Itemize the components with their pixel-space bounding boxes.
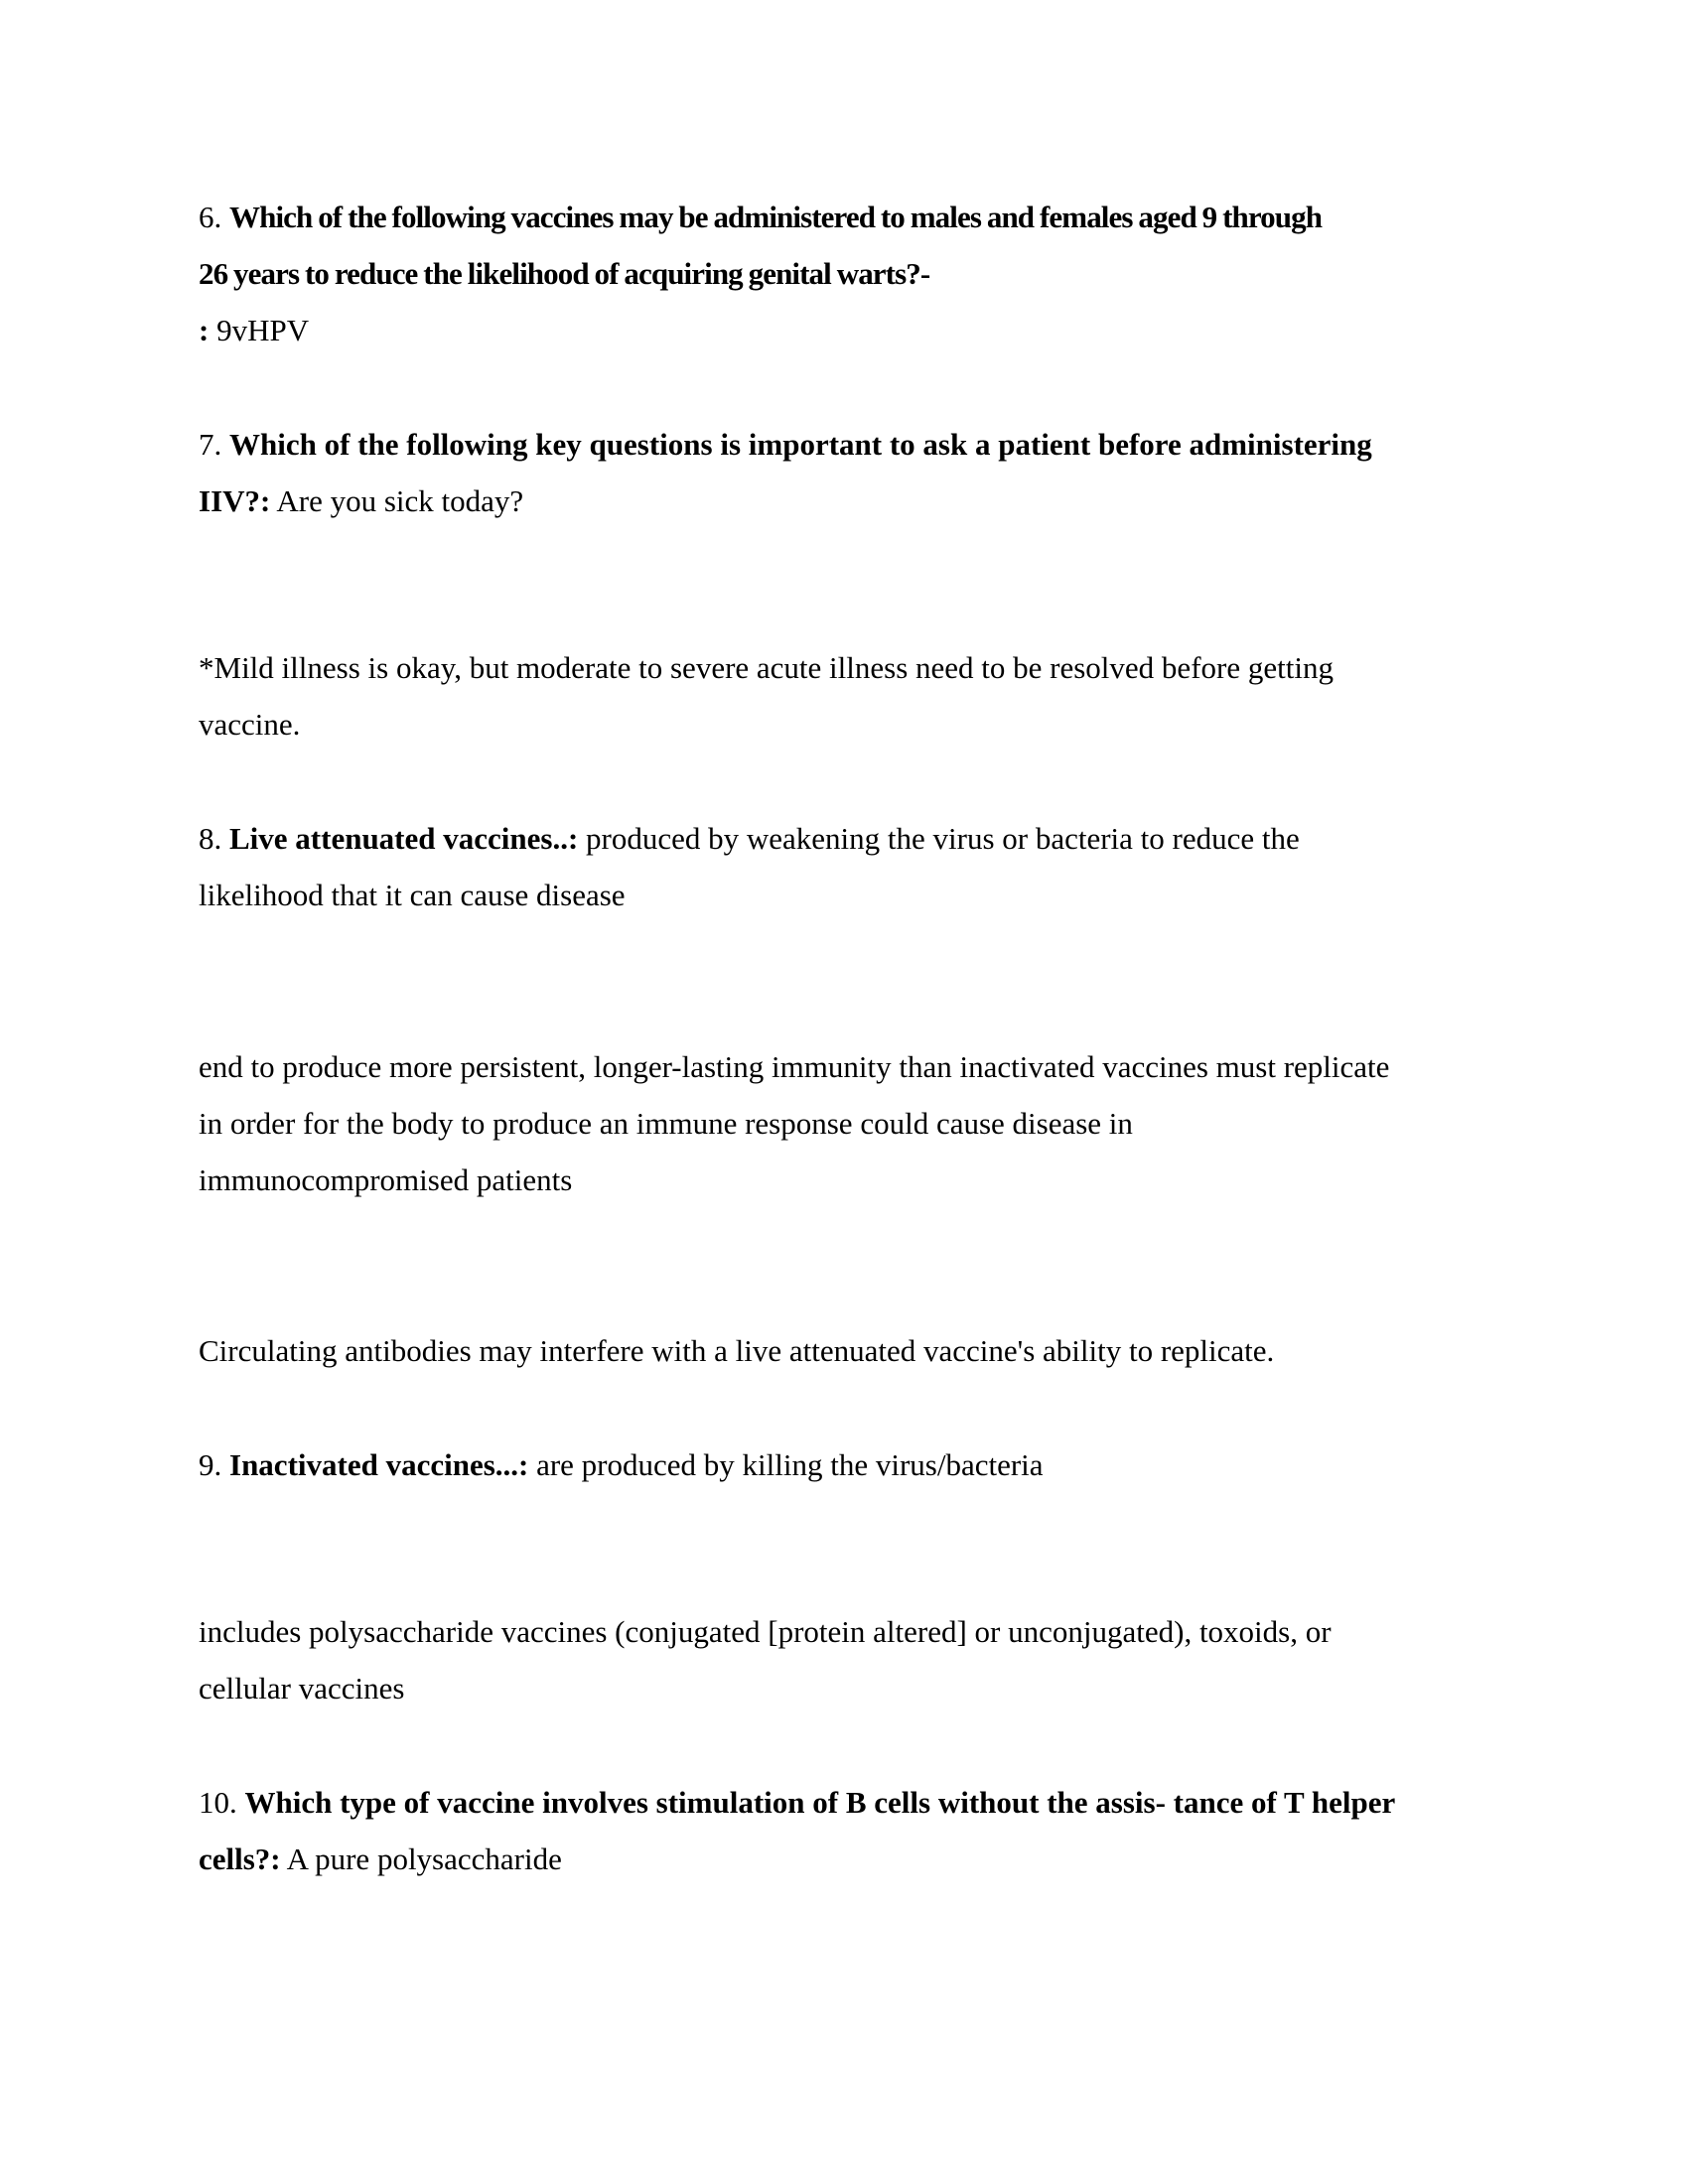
- item-8-line-2: likelihood that it can cause disease: [199, 878, 626, 912]
- item-7-line-1: [199, 425, 1372, 465]
- question-text: IIV?:: [199, 483, 271, 518]
- answer-text: 9vHPV: [209, 313, 310, 347]
- term-text: Inactivated vaccines...:: [229, 1447, 529, 1482]
- item-6-answer: [199, 311, 309, 350]
- item-7-line-2: [199, 481, 523, 521]
- answer-text: A pure polysaccharide: [280, 1842, 562, 1876]
- item-7-note-1: *Mild illness is okay, but moderate to severe acute illness need to be resolved before getting: [199, 650, 1334, 685]
- item-number: 9.: [199, 1447, 222, 1482]
- item-8-note-4: Circulating antibodies may interfere with a live attenuated vaccine's ability to replicate.: [199, 1333, 1275, 1368]
- item-number: 8.: [199, 821, 222, 856]
- question-text: Which type of vaccine involves stimulation of B cells without the assis- tance of T helper: [244, 1785, 1396, 1820]
- item-6-line-2: 26 years to reduce the likelihood of acquiring genital warts?-: [199, 256, 930, 291]
- item-8-note-2: in order for the body to produce an immune response could cause disease in: [199, 1106, 1133, 1141]
- term-text: Live attenuated vaccines..:: [229, 821, 579, 856]
- item-6-line-1: [199, 198, 1322, 237]
- item-number: 6.: [199, 200, 222, 234]
- answer-prefix: :: [199, 313, 210, 347]
- question-text: cells?:: [199, 1842, 281, 1876]
- item-9-line-1: [199, 1445, 1044, 1485]
- question-text: Which of the following key questions is important to ask a patient before administering: [229, 427, 1372, 462]
- item-10-line-1: [199, 1783, 1395, 1823]
- item-8-note-3: immunocompromised patients: [199, 1162, 573, 1197]
- item-number: 10.: [199, 1785, 237, 1820]
- item-7-note-2: vaccine.: [199, 707, 301, 742]
- answer-text: Are you sick today?: [270, 483, 524, 518]
- question-text: Which of the following vaccines may be administered to males and females aged 9 through: [229, 200, 1323, 234]
- item-10-line-2: [199, 1840, 562, 1879]
- item-number: 7.: [199, 427, 222, 462]
- item-9-note-1: includes polysaccharide vaccines (conjugated [protein altered] or unconjugated), toxoids, or: [199, 1614, 1332, 1649]
- answer-text: produced by weakening the virus or bacteria to reduce the: [578, 821, 1300, 856]
- item-9-note-2: cellular vaccines: [199, 1671, 405, 1706]
- answer-text: are produced by killing the virus/bacteria: [528, 1447, 1044, 1482]
- item-8-note-1: end to produce more persistent, longer-lasting immunity than inactivated vaccines must replicate: [199, 1049, 1390, 1084]
- item-8-line-1: [199, 819, 1300, 859]
